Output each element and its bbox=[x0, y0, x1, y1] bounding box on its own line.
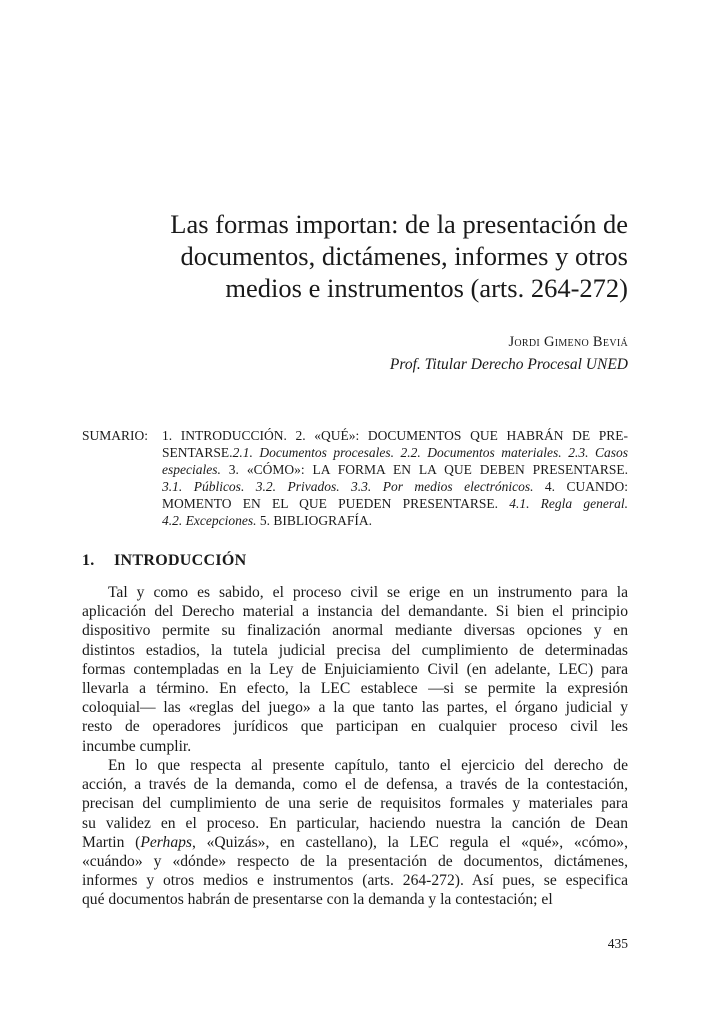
italic-text: Perhaps bbox=[140, 833, 193, 851]
sumario-line bbox=[162, 512, 628, 529]
author-name: Jordi Gimeno Beviá bbox=[508, 334, 628, 350]
paragraph-line bbox=[82, 871, 628, 890]
text-run: distintos estadios, la tutela judicial precisa del cumplimiento de determinadas bbox=[82, 641, 628, 659]
paragraph-line bbox=[82, 641, 628, 660]
text-run: «cuándo» y «dónde» respecto de la presentación de documentos, dictámenes, bbox=[82, 853, 628, 871]
chapter-title-line: documentos, dictámenes, informes y otros bbox=[180, 241, 628, 271]
paragraph-line bbox=[82, 833, 628, 852]
sumario-contents bbox=[162, 427, 628, 529]
text-run: SENTARSE. bbox=[162, 445, 233, 460]
author-role: Prof. Titular Derecho Procesal UNED bbox=[389, 356, 628, 373]
sumario-line bbox=[162, 495, 628, 512]
text-run: , «Quizás», en castellano), la LEC regula el «qué», «cómo», bbox=[192, 833, 628, 851]
text-run: Tal y como es sabido, el proceso civil se erige en un instrumento para la bbox=[108, 584, 628, 601]
sumario-line bbox=[162, 427, 628, 444]
text-run: 4. CUANDO: bbox=[533, 479, 628, 494]
paragraph-line bbox=[82, 814, 628, 833]
text-run: 3. «CÓMO»: LA FORMA EN LA QUE DEBEN PRESENTARSE. bbox=[220, 462, 628, 477]
italic-text: 4.1. Regla general. bbox=[509, 496, 628, 511]
paragraph-line bbox=[82, 602, 628, 621]
chapter-title bbox=[130, 208, 628, 304]
text-run: llevarla a término. En efecto, la LEC establece —si se permite la expresión bbox=[82, 680, 628, 698]
paragraph-line bbox=[82, 737, 628, 756]
text-run: informes y otros medios e instrumentos (arts. 264-272). Así pues, se especifica bbox=[82, 872, 628, 890]
paragraph-line bbox=[82, 660, 628, 679]
paragraph-line bbox=[82, 794, 628, 813]
text-run: En lo que respecta al presente capítulo, tanto el ejercicio del derecho de bbox=[108, 757, 628, 774]
paragraph-line bbox=[82, 583, 628, 602]
italic-text: 3.1. Públicos. 3.2. Privados. 3.3. Por medios electrónicos. bbox=[162, 479, 534, 494]
chapter-title-line: Las formas importan: de la presentación de bbox=[170, 209, 628, 239]
text-run: resto de operadores jurídicos que participan en cualquier proceso civil les bbox=[82, 718, 628, 736]
text-run: acción, a través de la demanda, como el de defensa, a través de la contestación, bbox=[82, 776, 628, 794]
paragraph-line bbox=[82, 852, 628, 871]
paragraph-line bbox=[82, 717, 628, 736]
section-title: INTRODUCCIÓN bbox=[114, 552, 247, 569]
text-run: aplicación del Derecho material a instancia del demandante. Si bien el principio bbox=[82, 603, 628, 621]
paragraph-line bbox=[82, 890, 628, 909]
section-number: 1. bbox=[82, 552, 95, 569]
italic-text: especiales. bbox=[162, 462, 221, 477]
text-run: coloquial— las «reglas del juego» a la que tanto las partes, el órgano judicial y bbox=[82, 699, 628, 717]
text-run: qué documentos habrán de presentarse con la demanda y la contestación; el bbox=[82, 891, 553, 909]
sumario-line bbox=[162, 478, 628, 495]
text-run: su validez en el proceso. En particular, haciendo nuestra la canción de Dean bbox=[82, 814, 628, 832]
text-run: 1. INTRODUCCIÓN. 2. «QUÉ»: DOCUMENTOS QUE HABRÁN DE PRE- bbox=[162, 428, 628, 443]
paragraph-line bbox=[82, 679, 628, 698]
paragraph-line bbox=[82, 698, 628, 717]
sumario-label: SUMARIO: bbox=[82, 428, 149, 443]
body-paragraph bbox=[82, 583, 628, 756]
sumario-line bbox=[162, 444, 628, 461]
text-run: incumbe cumplir. bbox=[82, 737, 192, 755]
section-heading bbox=[82, 552, 247, 570]
text-run: 5. BIBLIOGRAFÍA. bbox=[256, 513, 372, 528]
paragraph-line bbox=[82, 621, 628, 640]
paragraph-line bbox=[82, 756, 628, 775]
chapter-title-line: medios e instrumentos (arts. 264-272) bbox=[225, 273, 628, 303]
text-run: Martin ( bbox=[82, 833, 141, 851]
text-run: formas contempladas en la Ley de Enjuiciamiento Civil (en adelante, LEC) para bbox=[82, 660, 628, 678]
sumario-line bbox=[162, 461, 628, 478]
italic-text: 2.1. Documentos procesales. 2.2. Documentos materiales. 2.3. Casos bbox=[232, 445, 628, 460]
paragraph-line bbox=[82, 775, 628, 794]
page-number: 435 bbox=[607, 936, 628, 951]
text-run: precisan del cumplimiento de una serie de requisitos formales y materiales para bbox=[82, 795, 628, 813]
italic-text: 4.2. Excepciones. bbox=[162, 513, 257, 528]
body-paragraph bbox=[82, 756, 628, 910]
text-run: MOMENTO EN EL QUE PUEDEN PRESENTARSE. bbox=[162, 496, 510, 511]
text-run: dispositivo permite su finalización anormal mediante diversas opciones y en bbox=[82, 622, 628, 640]
